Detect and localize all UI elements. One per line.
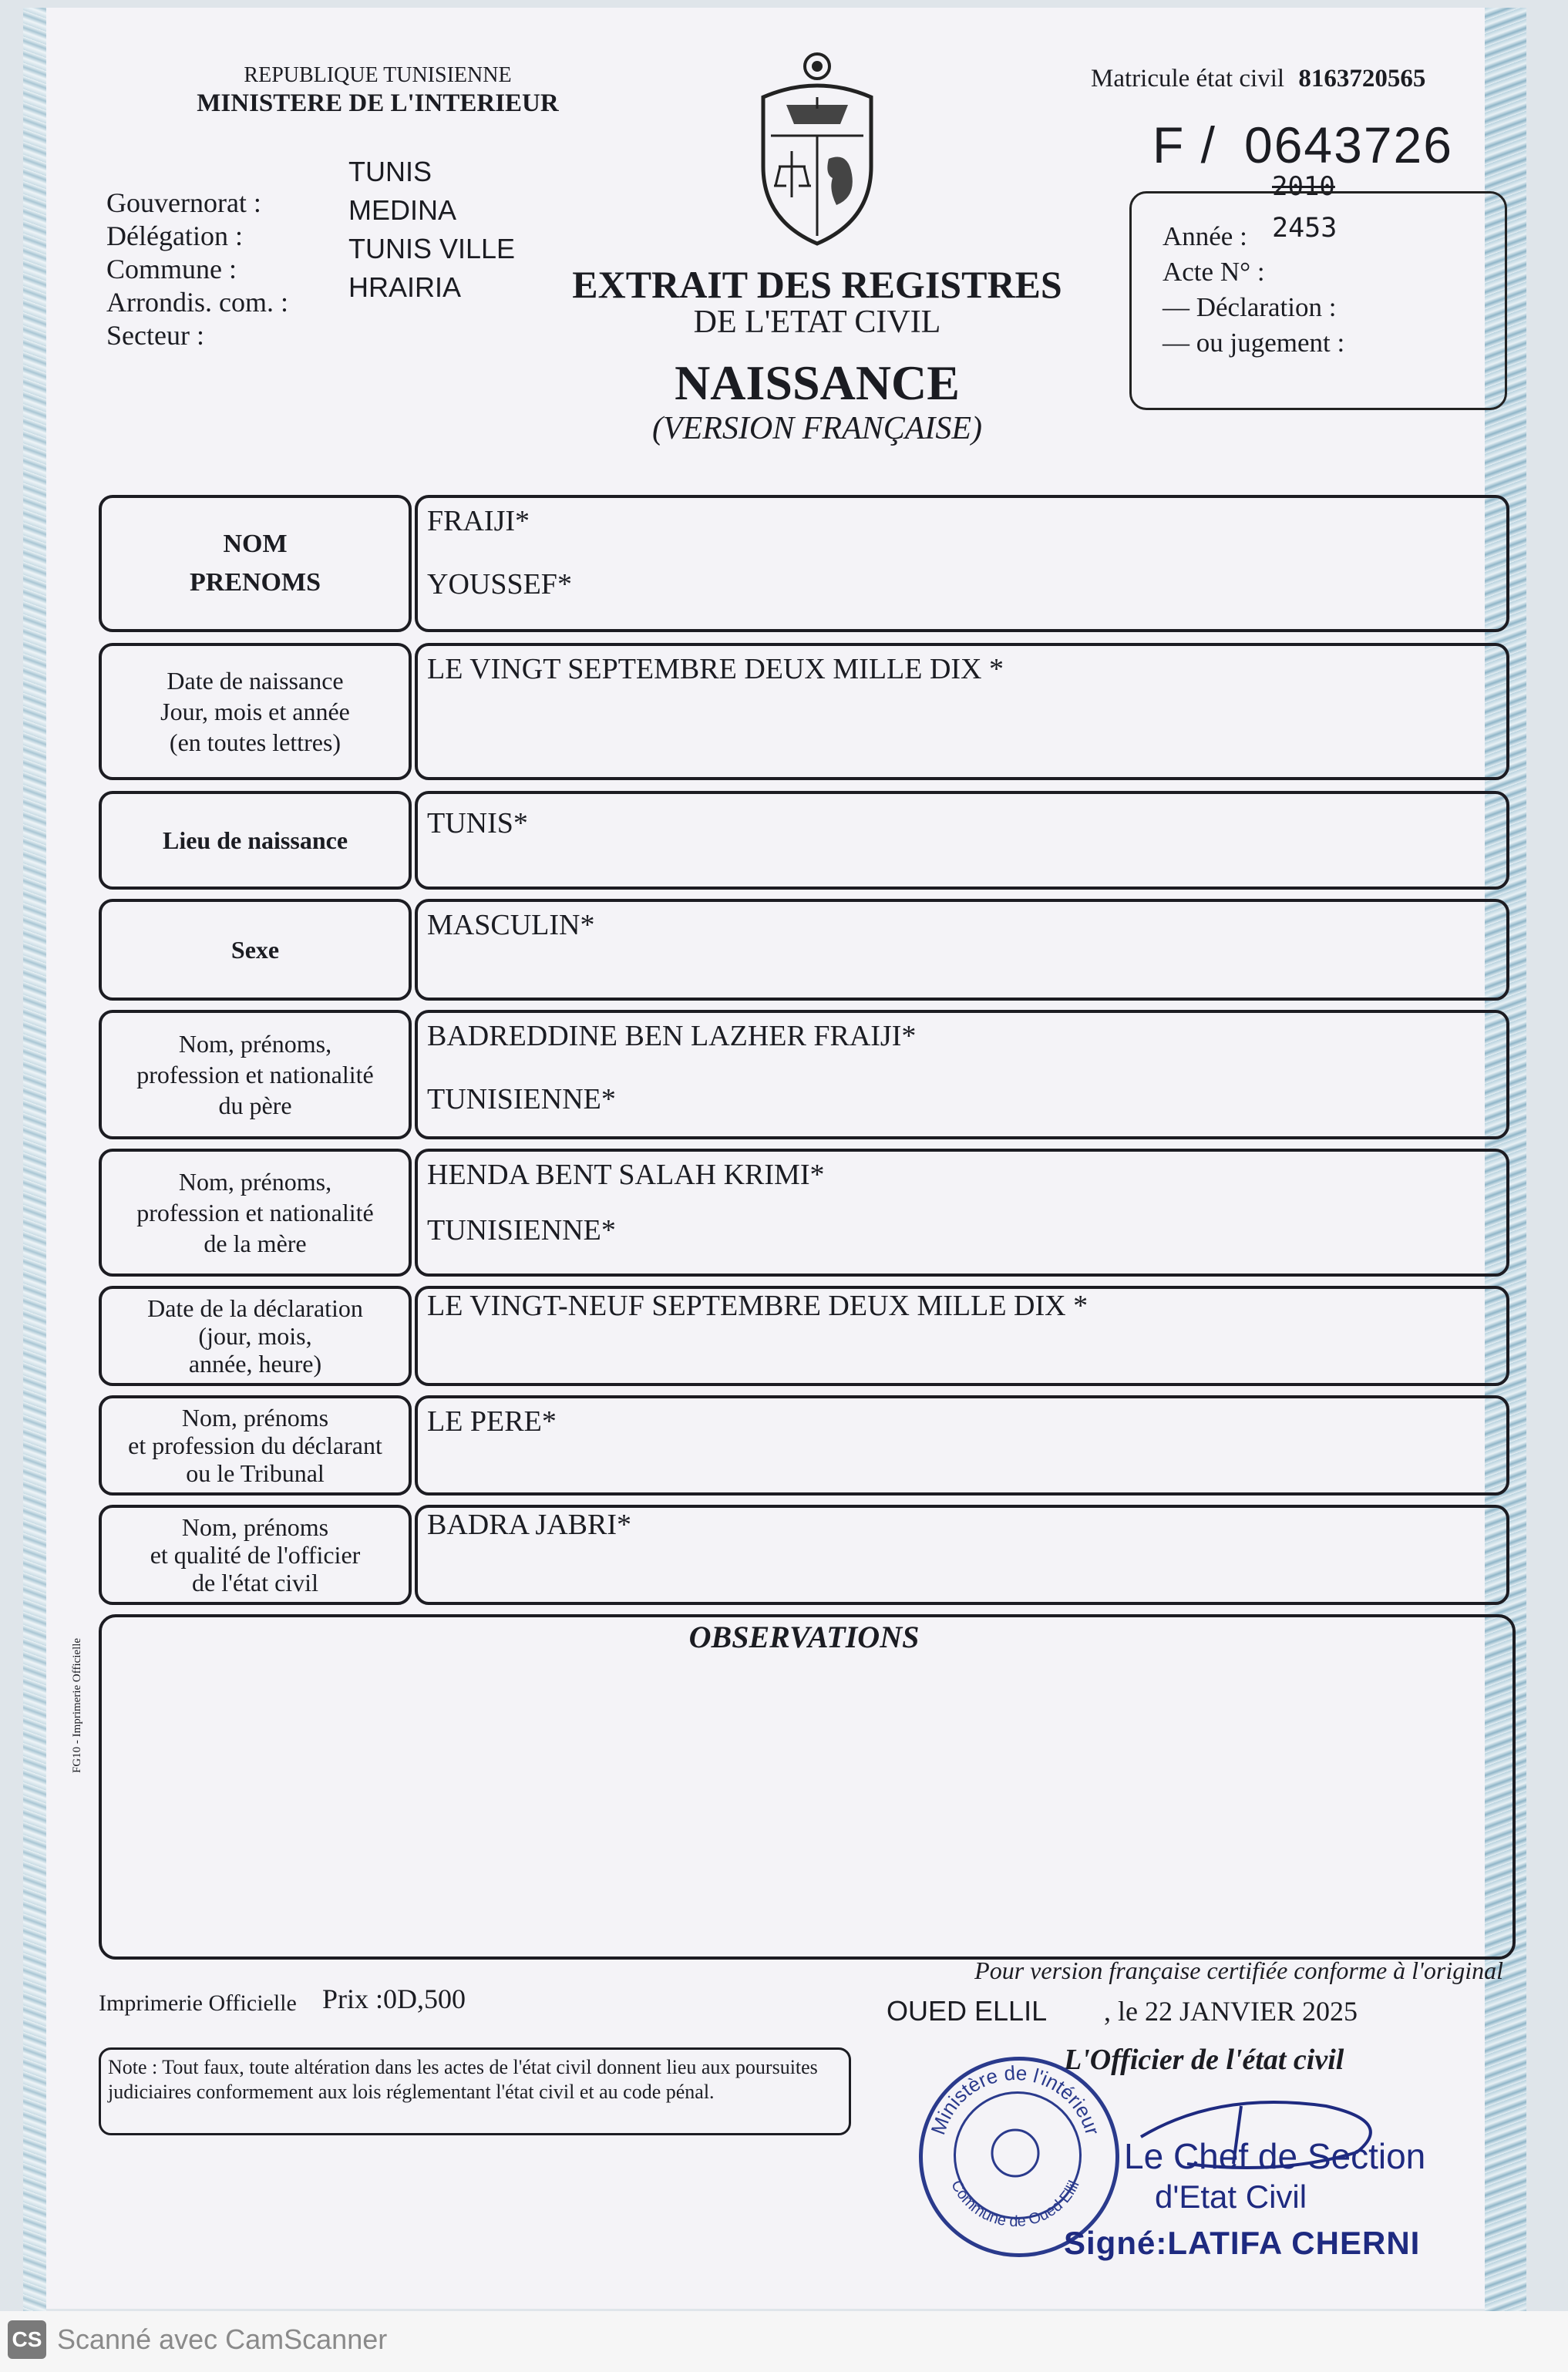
- delegation-value: MEDINA: [348, 194, 457, 226]
- arrondissement-value: HRAIRIA: [348, 271, 462, 303]
- row-mere: [99, 1149, 1509, 1277]
- row-value-box: [415, 791, 1509, 890]
- row-label: Nom, prénoms et profession du déclarant ou le Tribunal: [99, 1395, 412, 1496]
- title-extrait: EXTRAIT DES REGISTRES: [572, 263, 1062, 306]
- row-sexe: [99, 899, 1509, 1001]
- jugement-label: — ou jugement :: [1163, 328, 1345, 358]
- title-etat-civil: DE L'ETAT CIVIL: [693, 304, 941, 340]
- row-nom-prenoms: [99, 495, 1509, 632]
- serial-prefix: F /: [1152, 116, 1216, 173]
- row-label: Nom, prénoms, profession et nationalité du père: [99, 1010, 412, 1139]
- declarant-value: LE PERE*: [427, 1405, 557, 1438]
- title-version: (VERSION FRANÇAISE): [651, 411, 983, 446]
- row-label: Nom, prénoms, profession et nationalité de la mère: [99, 1149, 412, 1277]
- pere-nationalite-value: TUNISIENNE*: [427, 1083, 616, 1115]
- sexe-value: MASCULIN*: [427, 909, 595, 941]
- row-value-box: [415, 1395, 1509, 1496]
- observations-title: OBSERVATIONS: [688, 1620, 920, 1654]
- certified-line: Pour version française certifiée conforme à l'original: [974, 1956, 1503, 1984]
- matricule-line: [1091, 65, 1425, 93]
- side-print-mark: FG10 - Imprimerie Officielle: [71, 1637, 83, 1773]
- svg-text:Ministère de l'intérieur: [926, 2061, 1104, 2138]
- officier-label: L'Officier de l'état civil: [1064, 2044, 1344, 2076]
- annee-label: Année :: [1163, 221, 1247, 251]
- date-naissance-value: LE VINGT SEPTEMBRE DEUX MILLE DIX *: [427, 653, 1004, 685]
- annee-value: 2010: [1272, 171, 1335, 202]
- etat-civil-line: d'Etat Civil: [1155, 2179, 1307, 2215]
- row-pere: [99, 1010, 1509, 1139]
- serial-value: 0643726: [1244, 116, 1453, 173]
- signature-date: , le 22 JANVIER 2025: [1104, 1996, 1358, 2027]
- legal-note: Note : Tout faux, toute altération dans les actes de l'état civil donnent lieu aux poursuites judiciaires conformement aux lois réglementant l'état civil et au code pénal.: [108, 2056, 818, 2103]
- pere-nom-value: BADREDDINE BEN LAZHER FRAIJI*: [427, 1020, 917, 1052]
- row-declarant: [99, 1395, 1509, 1496]
- arrondissement-label: Arrondis. com. :: [106, 287, 288, 318]
- republic-heading: REPUBLIQUE TUNISIENNE: [244, 63, 512, 87]
- mere-nationalite-value: TUNISIENNE*: [427, 1214, 616, 1247]
- acte-label: Acte N° :: [1163, 257, 1265, 287]
- prenom-value: YOUSSEF*: [427, 568, 572, 601]
- secteur-label: Secteur :: [106, 320, 204, 351]
- matricule-value: 8163720565: [1298, 65, 1426, 93]
- nom-value: FRAIJI*: [427, 505, 530, 537]
- stamp-top-text: Ministère de l'intérieur: [926, 2061, 1105, 2138]
- row-label: NOM PRENOMS: [99, 495, 412, 632]
- matricule-label: Matricule état civil: [1091, 65, 1285, 93]
- delegation-label: Délégation :: [106, 220, 243, 251]
- left-guilloche-border: [23, 8, 46, 2320]
- row-value-box: [415, 1505, 1509, 1605]
- gouvernorat-label: Gouvernorat :: [106, 187, 261, 218]
- row-date-naissance: [99, 643, 1509, 780]
- imprimerie-label: Imprimerie Officielle: [99, 1990, 297, 2016]
- date-declaration-value: LE VINGT-NEUF SEPTEMBRE DEUX MILLE DIX *: [427, 1290, 1089, 1322]
- row-value-box: [415, 1286, 1509, 1386]
- coat-of-arms-emblem: [755, 51, 879, 251]
- row-value-box: [415, 1149, 1509, 1277]
- mere-nom-value: HENDA BENT SALAH KRIMI*: [427, 1159, 825, 1191]
- row-value-box: [415, 495, 1509, 632]
- row-date-declaration: [99, 1286, 1509, 1386]
- serial-number: [1152, 116, 1453, 174]
- row-label: Nom, prénoms et qualité de l'officier de l'état civil: [99, 1505, 412, 1605]
- row-value-box: [415, 899, 1509, 1001]
- gouvernorat-value: TUNIS: [348, 156, 432, 187]
- location-values: [348, 153, 515, 307]
- row-label: Date de la déclaration (jour, mois, année, heure): [99, 1286, 412, 1386]
- commune-value: TUNIS VILLE: [348, 233, 516, 264]
- row-label: Sexe: [99, 899, 412, 1001]
- title-naissance: NAISSANCE: [675, 355, 960, 410]
- lieu-naissance-value: TUNIS*: [427, 807, 528, 839]
- signed-by: Signé:LATIFA CHERNI: [1064, 2225, 1421, 2261]
- stamp-bottom-text: Commune de Oued Ellil: [947, 2177, 1083, 2231]
- camscanner-text: Scanné avec CamScanner: [57, 2323, 388, 2355]
- row-lieu-naissance: [99, 791, 1509, 890]
- signature-place: OUED ELLIL: [887, 1995, 1048, 2027]
- svg-text:Commune de Oued Ellil: [947, 2178, 1082, 2230]
- observations-box: [99, 1614, 1516, 1960]
- row-value-box: [415, 643, 1509, 780]
- row-value-box: [415, 1010, 1509, 1139]
- officier-value: BADRA JABRI*: [427, 1509, 631, 1541]
- commune-label: Commune :: [106, 254, 237, 284]
- chef-section-line: Le Chef de Section: [1124, 2136, 1426, 2176]
- stamp-text-ring: [919, 2057, 1112, 2249]
- location-labels: [106, 187, 288, 352]
- row-officier: [99, 1505, 1509, 1605]
- prix-label: Prix :0D,500: [322, 1983, 466, 2014]
- declaration-label: — Déclaration :: [1163, 292, 1337, 322]
- camscanner-logo: CS: [8, 2320, 46, 2359]
- row-label: Lieu de naissance: [99, 791, 412, 890]
- ministry-heading: MINISTERE DE L'INTERIEUR: [197, 89, 559, 117]
- row-label: Date de naissance Jour, mois et année (en toutes lettres): [99, 643, 412, 780]
- acte-number-value: 2453: [1272, 213, 1338, 244]
